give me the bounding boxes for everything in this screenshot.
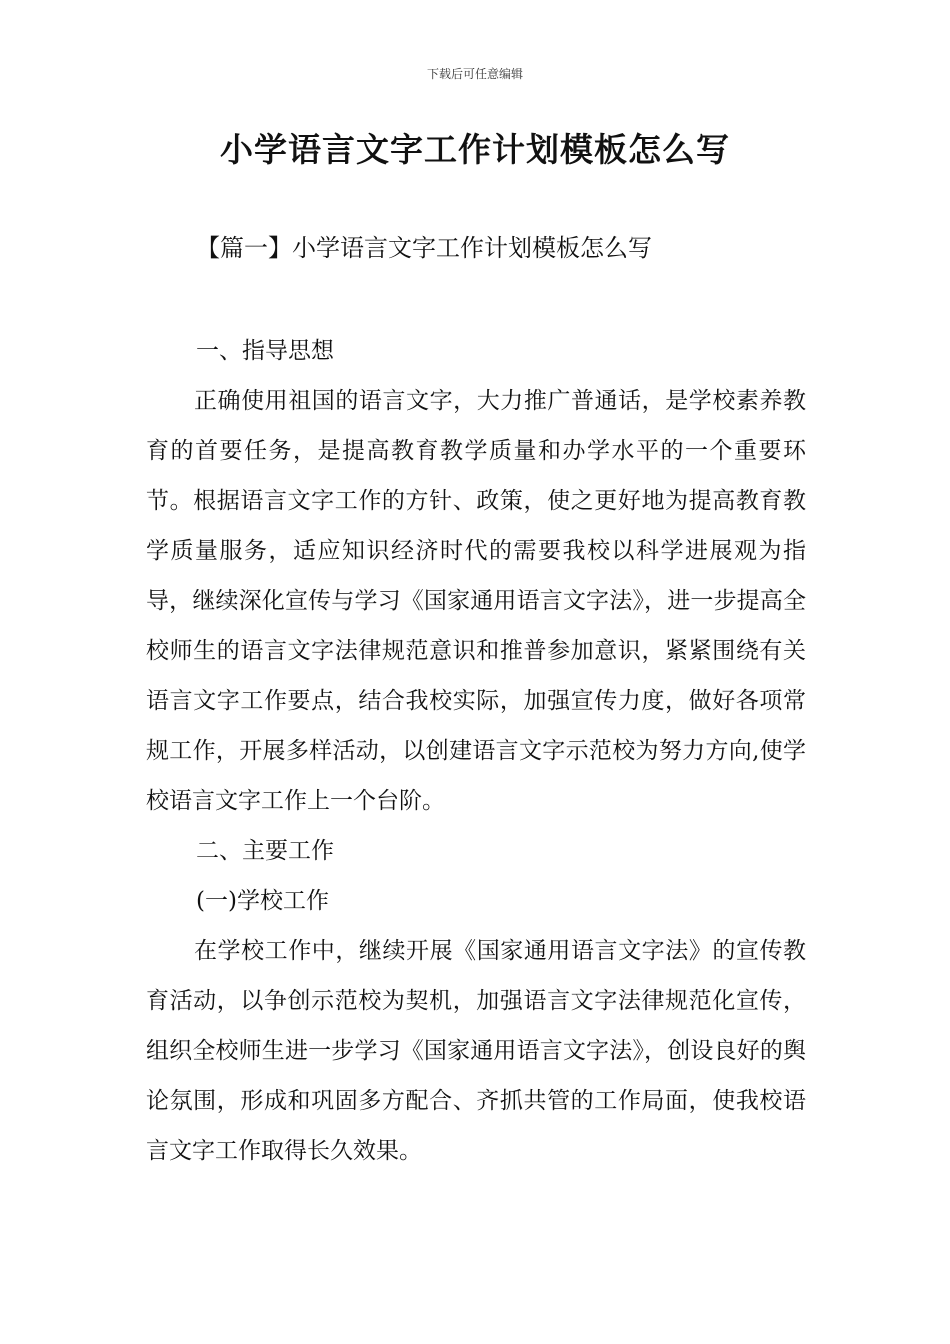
guiding-heading: 一、指导思想 — [196, 338, 334, 364]
header-note: 下载后可任意编辑 — [426, 67, 523, 81]
school-work-heading: (一)学校工作 — [196, 888, 329, 914]
school-work-paragraph: 在学校工作中，继续开展《国家通用语言文字法》的宣传教育活动，以争创示范校为契机，加强语言文字法律规范化宣传，组织全校师生进一步学习《国家通用语言文字法》，创设良好的舆论氛围，形成和巩固多方配合、齐抓共管的工作局面，使我校语言文字工作取得长久效果。 — [146, 938, 806, 1164]
guiding-paragraph: 正确使用祖国的语言文字，大力推广普通话，是学校素养教育的首要任务，是提高教育教学质量和办学水平的一个重要环节。根据语言文字工作的方针、政策，使之更好地为提高教育教学质量服务，适应知识经济时代的需要我校以科学进展观为指导，继续深化宣传与学习《国家通用语言文字法》，进一步提高全校师生的语言文字法律规范意识和推普参加意识，紧紧围绕有关语言文字工作要点，结合我校实际，加强宣传力度，做好各项常规工作，开展多样活动，以创建语言文字示范校为努力方向,使学校语言文字工作上一个台阶。 — [146, 388, 806, 814]
main-work-heading: 二、主要工作 — [196, 838, 334, 864]
document-title: 小学语言文字工作计划模板怎么写 — [220, 130, 730, 169]
section-heading: 【篇一】小学语言文字工作计划模板怎么写 — [196, 234, 652, 262]
document-body — [146, 326, 806, 1176]
